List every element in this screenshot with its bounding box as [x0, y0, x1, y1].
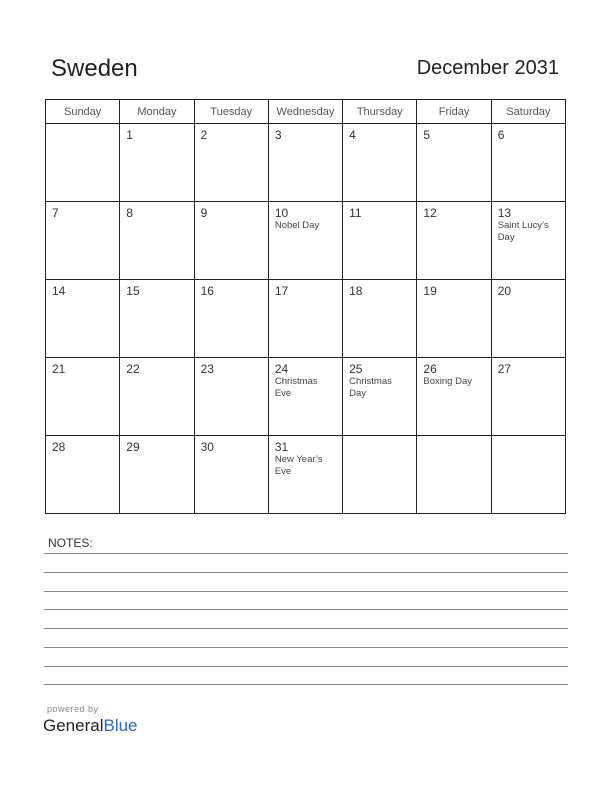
day-cell	[120, 358, 194, 436]
calendar-grid	[45, 99, 566, 514]
day-cell	[268, 124, 342, 202]
day-number: 5	[423, 128, 431, 142]
day-number: 31	[274, 440, 289, 454]
week-row	[46, 202, 566, 280]
country-title: Sweden	[51, 55, 138, 82]
day-cell	[417, 124, 491, 202]
day-cell	[46, 280, 120, 358]
day-cell	[46, 436, 120, 514]
holiday-label: Eve	[274, 466, 292, 477]
day-cell	[268, 358, 342, 436]
day-number: 18	[349, 284, 363, 298]
weekday-header: Friday	[417, 100, 491, 124]
day-number: 26	[423, 362, 437, 376]
week-row	[46, 280, 566, 358]
brand-name-general: General	[43, 716, 104, 735]
week-row	[46, 124, 566, 202]
day-number: 25	[349, 362, 363, 376]
day-number: 14	[52, 284, 66, 298]
day-cell	[417, 358, 491, 436]
day-cell	[194, 202, 268, 280]
notes-line	[44, 666, 568, 667]
notes-line	[44, 647, 568, 648]
day-number: 4	[349, 128, 356, 142]
holiday-label: Christmas	[349, 376, 392, 387]
weekday-header: Tuesday	[194, 100, 268, 124]
holiday-label: Eve	[274, 388, 292, 399]
holiday-label: Day	[349, 388, 367, 399]
day-cell	[343, 358, 417, 436]
day-number: 22	[126, 362, 140, 376]
day-cell	[194, 436, 268, 514]
holiday-label: Nobel Day	[274, 220, 320, 231]
calendar-body	[46, 124, 566, 514]
day-cell	[194, 124, 268, 202]
notes-line	[44, 628, 568, 629]
day-cell	[343, 280, 417, 358]
day-number: 23	[200, 362, 214, 376]
day-cell	[120, 436, 194, 514]
day-cell	[491, 358, 565, 436]
day-cell	[417, 202, 491, 280]
notes-label: NOTES:	[48, 536, 93, 550]
day-number: 15	[126, 284, 140, 298]
brand-logo	[43, 716, 138, 736]
notes-line	[44, 553, 568, 554]
day-number: 20	[497, 284, 512, 298]
holiday-label: New Year’s	[274, 454, 323, 465]
day-cell	[491, 436, 565, 514]
week-row	[46, 436, 566, 514]
day-number: 11	[349, 206, 362, 220]
day-cell	[46, 358, 120, 436]
day-number: 29	[126, 440, 140, 454]
day-number: 24	[274, 362, 289, 376]
weekday-header: Saturday	[491, 100, 565, 124]
day-number: 19	[423, 284, 437, 298]
day-number: 2	[200, 128, 208, 142]
day-number: 21	[52, 362, 66, 376]
day-number: 7	[52, 206, 59, 220]
day-cell	[491, 124, 565, 202]
day-number: 6	[497, 128, 505, 142]
day-cell	[194, 358, 268, 436]
day-cell	[46, 124, 120, 202]
notes-line	[44, 572, 568, 573]
day-number: 3	[274, 128, 282, 142]
day-cell	[120, 124, 194, 202]
day-cell	[268, 436, 342, 514]
weekday-header: Wednesday	[268, 100, 342, 124]
weekday-header: Sunday	[46, 100, 120, 124]
notes-line	[44, 591, 568, 592]
day-number: 12	[423, 206, 437, 220]
weekday-header: Thursday	[343, 100, 417, 124]
day-cell	[194, 280, 268, 358]
holiday-label: Christmas	[274, 376, 318, 387]
day-cell	[417, 280, 491, 358]
day-cell	[120, 202, 194, 280]
day-cell	[417, 436, 491, 514]
day-cell	[343, 202, 417, 280]
day-number: 13	[497, 206, 512, 220]
day-number: 1	[126, 128, 133, 142]
notes-line	[44, 609, 568, 610]
day-cell	[491, 280, 565, 358]
day-cell	[343, 436, 417, 514]
day-number: 16	[200, 284, 214, 298]
day-cell	[491, 202, 565, 280]
day-cell	[268, 280, 342, 358]
holiday-label: Boxing Day	[423, 376, 472, 387]
weekday-header-row	[46, 100, 566, 124]
holiday-label: Saint Lucy’s	[497, 220, 549, 231]
notes-line	[44, 684, 568, 685]
day-number: 8	[126, 206, 133, 220]
day-number: 9	[200, 206, 208, 220]
day-number: 10	[274, 206, 289, 220]
day-number: 27	[497, 362, 512, 376]
day-number: 17	[274, 284, 289, 298]
weekday-header: Monday	[120, 100, 194, 124]
day-number: 28	[52, 440, 66, 454]
week-row	[46, 358, 566, 436]
holiday-label: Day	[497, 232, 515, 243]
month-title: December 2031	[416, 57, 559, 79]
day-cell	[343, 124, 417, 202]
day-number: 30	[200, 440, 214, 454]
day-cell	[120, 280, 194, 358]
brand-name-blue: Blue	[103, 716, 138, 735]
day-cell	[46, 202, 120, 280]
powered-by-text: powered by	[47, 704, 99, 714]
day-cell	[268, 202, 342, 280]
